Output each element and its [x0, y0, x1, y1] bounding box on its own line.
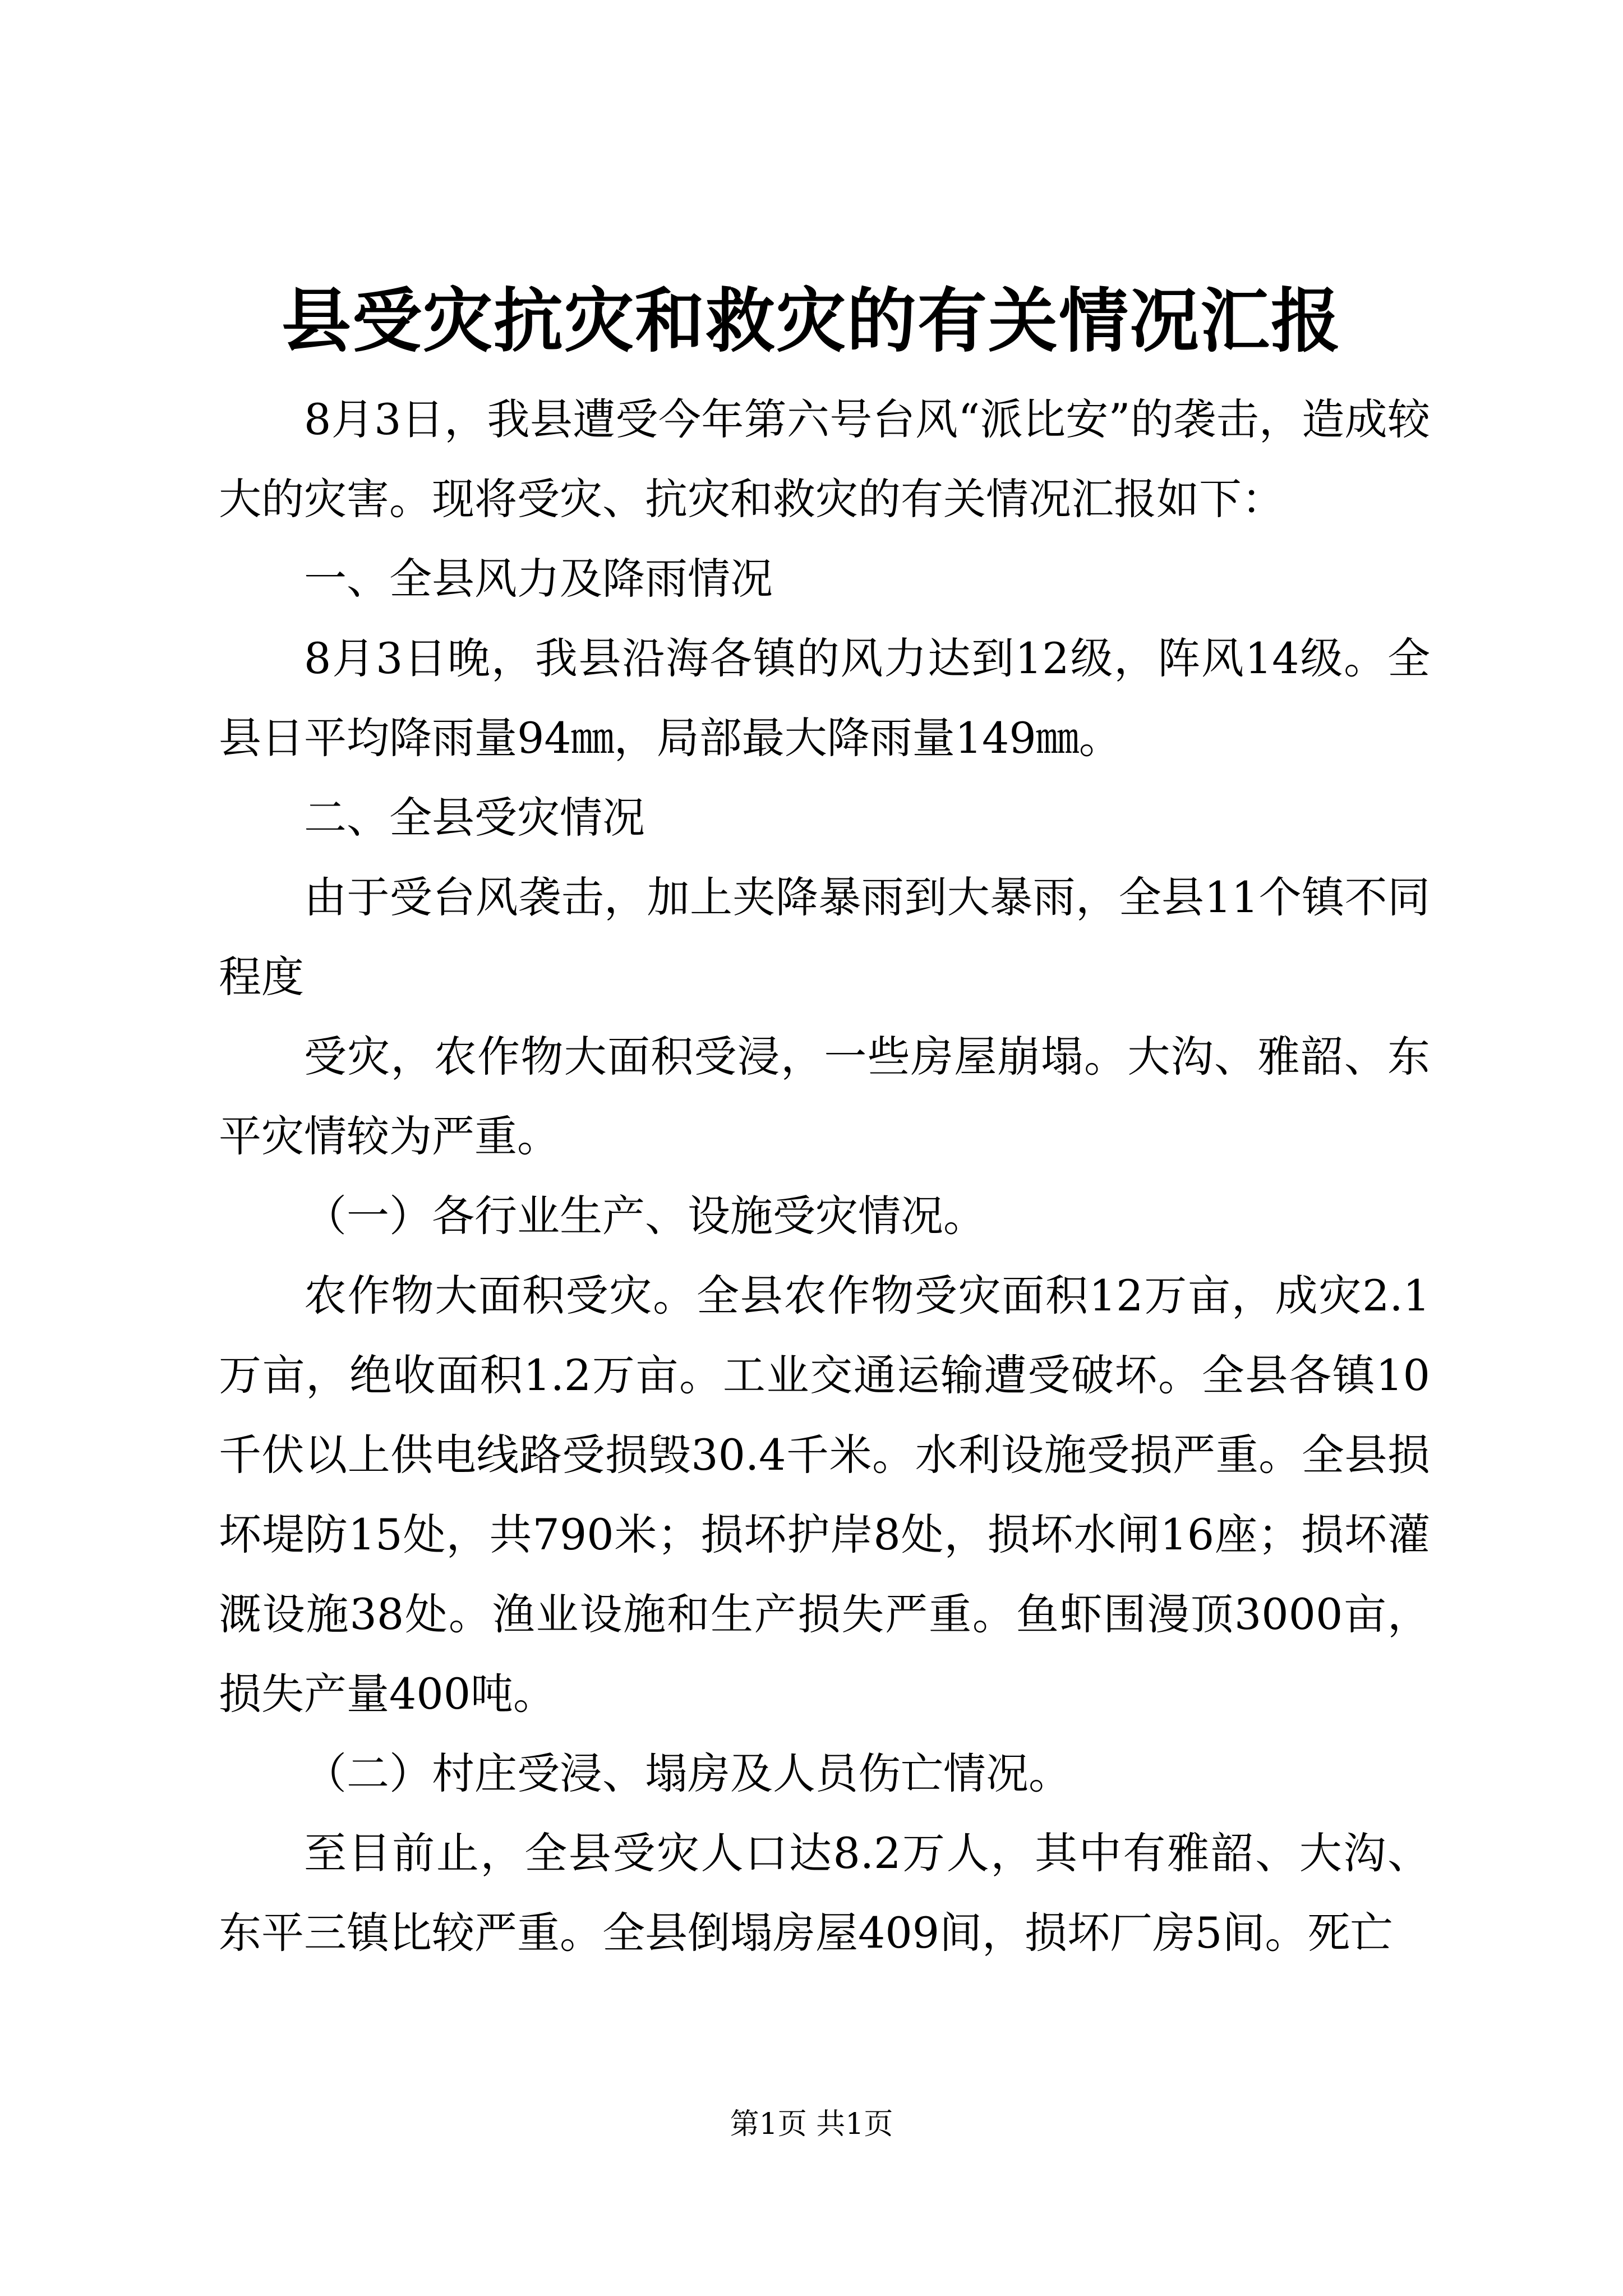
paragraph-disaster-2: 受灾，农作物大面积受浸，一些房屋崩塌。大沟、雅韶、东平灾情较为严重。 — [219, 1032, 1430, 1161]
paragraph-intro: 8月3日，我县遭受今年第六号台风“派比安”的袭击，造成较大的灾害。现将受灾、抗灾和救灾的有关情况汇报如下： — [219, 394, 1430, 524]
document-title: 县受灾抗灾和救灾的有关情况汇报 — [281, 280, 1341, 362]
subsection-heading-villages: （二）村庄受浸、塌房及人员伤亡情况。 — [304, 1749, 1071, 1798]
paragraph-disaster-1: 由于受台风袭击，加上夹降暴雨到大暴雨，全县11个镇不同程度 — [219, 872, 1430, 1002]
paragraph-villages: 至目前止，全县受灾人口达8.2万人，其中有雅韶、大沟、东平三镇比较严重。全县倒塌房屋409间，损坏厂房5间。死亡 — [219, 1828, 1430, 1958]
section-heading-disaster: 二、全县受灾情况 — [304, 793, 645, 843]
subsection-heading-industry: （一）各行业生产、设施受灾情况。 — [304, 1191, 986, 1241]
page-footer: 第1页 共1页 — [730, 2108, 893, 2141]
document-body — [219, 380, 1430, 1973]
paragraph-wind-rain: 8月3日晚，我县沿海各镇的风力达到12级，阵风14级。全县日平均降雨量94㎜，局部最大降雨量149㎜。 — [219, 633, 1430, 763]
paragraph-industry: 农作物大面积受灾。全县农作物受灾面积12万亩，成灾2.1万亩，绝收面积1.2万亩。工业交通运输遭受破坏。全县各镇10千伏以上供电线路受损毁30.4千米。水利设施受损严重。全县损坏堤防15处，共790米；损坏护岸8处，损坏水闸16座；损坏灌溉设施38处。渔业设施和生产损失严重。鱼虾围漫顶3000亩，损失产量400吨。 — [219, 1271, 1430, 1719]
section-heading-wind-rain: 一、全县风力及降雨情况 — [304, 554, 773, 604]
